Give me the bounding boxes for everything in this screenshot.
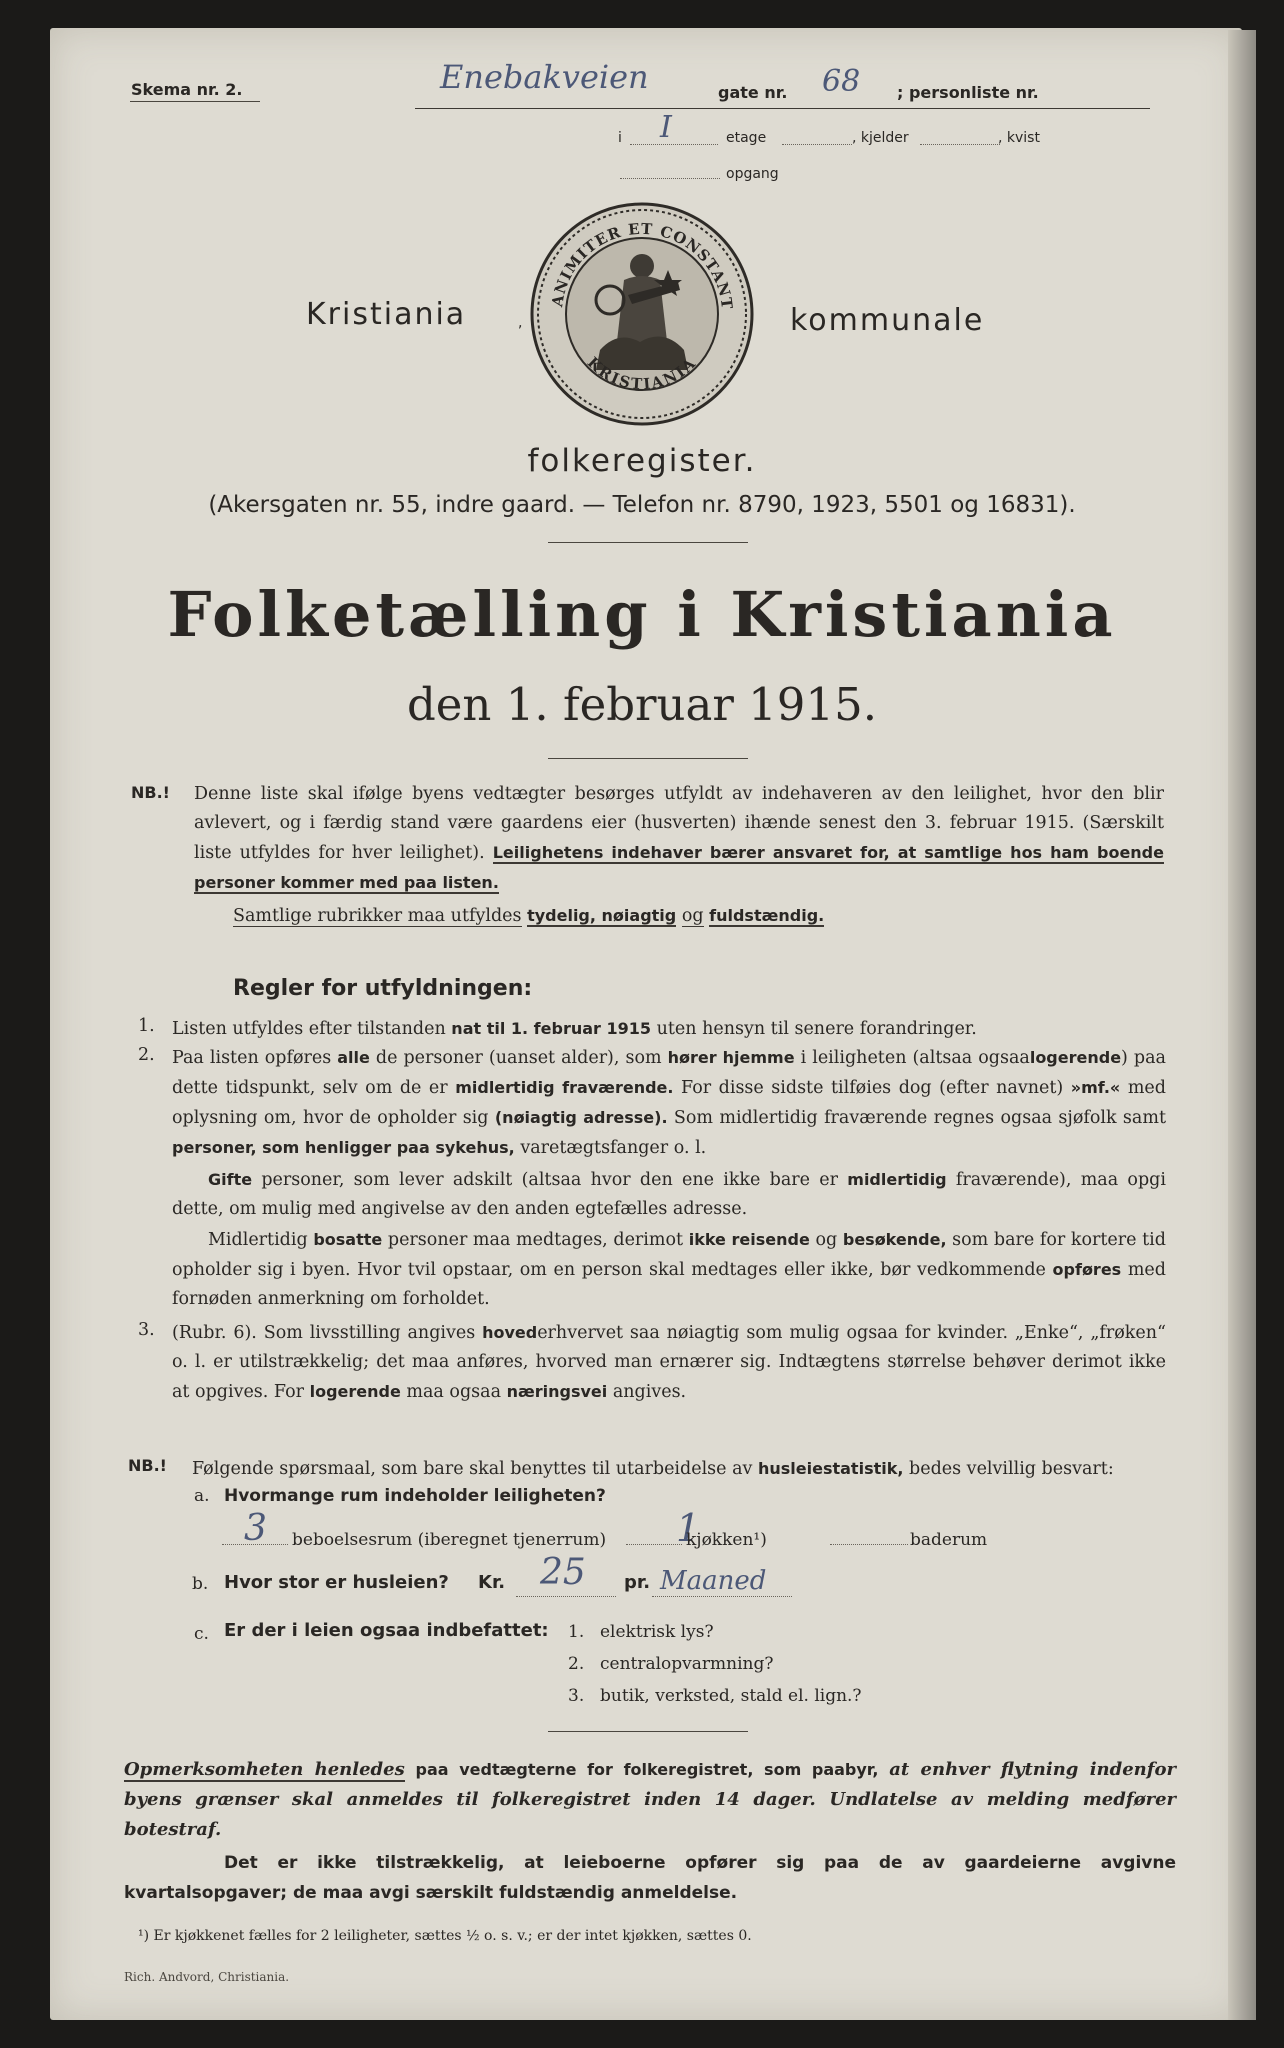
nb2-intro bbox=[192, 1454, 1167, 1484]
rule2-number: 2. bbox=[138, 1045, 155, 1065]
date-title: den 1. februar 1915. bbox=[406, 678, 878, 731]
floor-dotted-line bbox=[630, 128, 718, 145]
quarterly-paragraph: Det er ikke tilstrækkelig, at leieboerne opfører sig paa de av gaardeierne avgivne kvartalsopgaver; de maa avgi særskilt fuldstændig anmeldelse. bbox=[124, 1853, 1176, 1903]
rule2-paragraph3 bbox=[172, 1225, 1166, 1314]
bath-dotted-line bbox=[830, 1534, 908, 1545]
rule1-text bbox=[172, 1014, 1162, 1044]
kitchen-label: kjøkken¹) bbox=[686, 1530, 767, 1550]
rule3-a: (Rubr. 6). Som livsstilling angives bbox=[172, 1323, 476, 1343]
nb2-divider bbox=[548, 1731, 748, 1732]
masthead-kristiania: Kristiania bbox=[306, 297, 467, 332]
nb1-label: NB.! bbox=[131, 783, 170, 802]
rule3-e: maa ogsaa bbox=[406, 1382, 501, 1402]
c3-text: butik, verksted, stald el. lign.? bbox=[600, 1686, 862, 1706]
rule2-paragraph2 bbox=[172, 1165, 1166, 1224]
floor-handwritten: I bbox=[660, 110, 672, 145]
etage-dotted-line bbox=[782, 128, 852, 145]
etage-label: etage bbox=[726, 130, 767, 146]
rule1-a: Listen utfyldes efter tilstanden bbox=[172, 1019, 446, 1039]
rule3-f: næringsvei bbox=[506, 1382, 608, 1401]
seal-bottom-text: KRISTIANIA bbox=[583, 353, 701, 394]
rule2-k: med oplysning om, hvor de opholder sig bbox=[172, 1078, 1166, 1128]
kvist-label: , kvist bbox=[998, 130, 1040, 146]
attention-emphasis: Opmerksomheten henledes bbox=[124, 1759, 405, 1780]
street-name-handwritten: Enebakveien bbox=[440, 58, 649, 96]
attention-paragraph bbox=[124, 1755, 1176, 1845]
masthead-divider bbox=[548, 542, 748, 543]
rule2p3-a: Midlertidig bbox=[208, 1230, 308, 1250]
rule3-text bbox=[172, 1318, 1166, 1407]
floor-prefix: i bbox=[618, 130, 622, 146]
main-title: Folketælling i Kristiania bbox=[167, 578, 1117, 651]
rule2-e: i leiligheten (altsaa ogsaa bbox=[800, 1048, 1030, 1068]
rule1-c: uten hensyn til senere forandringer. bbox=[656, 1019, 977, 1039]
question-c-text: Er der i leien ogsaa indbefattet: bbox=[224, 1620, 549, 1641]
rooms-handwritten: 3 bbox=[244, 1508, 267, 1549]
rule1-b: nat til 1. februar 1915 bbox=[451, 1019, 652, 1038]
seal-top-text: ANIMITER ET CONSTANT bbox=[548, 219, 737, 311]
rule2p2-b: personer, som lever adskilt (altsaa hvor den ene ikke bare er bbox=[261, 1170, 838, 1190]
question-a-label: a. bbox=[194, 1486, 210, 1506]
rule2-o: varetægtsfanger o. l. bbox=[520, 1138, 707, 1158]
rule3-c: erhvervet saa nøiagtig som mulig ogsaa for kvinder. „Enke“, „frøken“ o. l. er utilstrækkelig; det maa anføres, hvorved man ernærer sig. Indtægtens størrelse behøver derimot ikke at opgives. For bbox=[172, 1323, 1166, 1402]
rule2p3-g: som bare for kortere tid opholder sig i byen. Hvor tvil opstaar, om en person skal medtages eller ikke, bør vedkommende bbox=[172, 1230, 1166, 1280]
nb1-line2-c: og bbox=[681, 906, 704, 926]
kjelder-label: , kjelder bbox=[852, 130, 909, 146]
rule2p3-d: ikke reisende bbox=[688, 1230, 810, 1249]
nb1-bold-responsibility: Leilighetens indehaver bærer ansvaret for, at samtlige hos ham boende personer kommer med paa listen. bbox=[194, 843, 1164, 892]
nb1-paragraph bbox=[194, 780, 1164, 898]
masthead-address: (Akersgaten nr. 55, indre gaard. — Telefon nr. 8790, 1923, 5501 og 16831). bbox=[208, 492, 1076, 518]
rule2-c: de personer (uanset alder), som bbox=[375, 1048, 662, 1068]
rule2-a: Paa listen opføres bbox=[172, 1048, 332, 1068]
bath-label: baderum bbox=[910, 1530, 988, 1550]
attention-italic: at enhver flytning indenfor byens grænser skal anmeldes til folkeregistret inden 14 dager. Undlatelse av melding medfører botestraf. bbox=[124, 1759, 1176, 1840]
rule2p3-f: besøkende, bbox=[842, 1230, 947, 1249]
rule3-g: angives. bbox=[612, 1382, 687, 1402]
opgang-label: opgang bbox=[726, 166, 779, 182]
opgang-dotted-line bbox=[620, 162, 720, 179]
schema-number: Skema nr. 2. bbox=[131, 80, 243, 99]
masthead-folkeregister: folkeregister. bbox=[527, 443, 757, 479]
rule2-f: logerende bbox=[1029, 1048, 1122, 1067]
personliste-label: ; personliste nr. bbox=[897, 83, 1039, 102]
masthead-kommunale: kommunale bbox=[790, 303, 985, 338]
nb1-line2 bbox=[233, 901, 1163, 931]
rule2p3-h: opføres bbox=[1052, 1260, 1122, 1279]
nb1-text: Denne liste skal ifølge byens vedtægter besørges utfyldt av indehaveren av den leilighet, hvor den blir avlevert, og i færdig stand være gaardens eier (husverten) ihænde senest den 3. februar 1915. (Særskilt liste utfyldes for hver leilighet). bbox=[194, 784, 1164, 863]
seal-icon bbox=[528, 200, 756, 428]
gate-label: gate nr. bbox=[718, 83, 788, 102]
rule2-d: hører hjemme bbox=[667, 1048, 795, 1067]
rule2-m: Som midlertidig fraværende regnes ogsaa sjøfolk samt bbox=[673, 1108, 1166, 1128]
rule2p3-i: med fornøden anmerkning om forholdet. bbox=[172, 1260, 1166, 1309]
kitchen-handwritten: 1 bbox=[676, 1506, 701, 1550]
c3-number: 3. bbox=[568, 1686, 585, 1706]
nb2-label: NB.! bbox=[128, 1456, 167, 1475]
rule2-h: midlertidig fraværende. bbox=[455, 1078, 674, 1097]
footnote: ¹) Er kjøkkenet fælles for 2 leiligheter, sættes ½ o. s. v.; er der intet kjøkken, sættes 0. bbox=[138, 1928, 752, 1944]
pr-label: pr. bbox=[624, 1572, 651, 1593]
printer-credit: Rich. Andvord, Christiania. bbox=[124, 1970, 290, 1984]
gate-number-handwritten: 68 bbox=[822, 64, 861, 99]
attention-text: paa vedtægterne for folkeregistret, som paabyr, bbox=[415, 1760, 879, 1779]
kjelder-dotted-line bbox=[920, 128, 1000, 145]
schema-underline bbox=[130, 101, 260, 102]
rule2-l: (nøiagtig adresse). bbox=[494, 1108, 668, 1127]
question-b-label: b. bbox=[192, 1574, 209, 1594]
nb2-intro-c: bedes velvillig besvart: bbox=[909, 1459, 1114, 1479]
rule2p2-d: fraværende), maa opgi dette, om mulig med angivelse av den anden egtefælles adresse. bbox=[172, 1170, 1166, 1219]
c1-text: elektrisk lys? bbox=[600, 1622, 714, 1642]
rule3-b: hoved bbox=[482, 1323, 538, 1342]
question-a-text: Hvormange rum indeholder leiligheten? bbox=[224, 1486, 606, 1506]
paper-edge bbox=[1228, 30, 1256, 2020]
rule3-number: 3. bbox=[138, 1320, 155, 1340]
kitchen-dotted-line bbox=[626, 1534, 682, 1545]
nb2-intro-b: husleiestatistik, bbox=[757, 1459, 904, 1478]
rule2p2-c: midlertidig bbox=[847, 1170, 947, 1189]
c2-text: centralopvarmning? bbox=[600, 1654, 774, 1674]
title-divider bbox=[548, 758, 748, 759]
rent-handwritten: 25 bbox=[540, 1552, 586, 1593]
rule2p2-a: Gifte bbox=[208, 1170, 253, 1189]
rule2p3-e: og bbox=[815, 1230, 838, 1250]
rule2-g: ) paa dette tidspunkt, selv om de er bbox=[172, 1048, 1166, 1098]
rule2p3-c: personer maa medtages, derimot bbox=[387, 1230, 684, 1250]
rule2-text bbox=[172, 1043, 1166, 1163]
rule2-i: For disse sidste tilføies dog (efter navnet) bbox=[681, 1078, 1064, 1098]
period-handwritten: Maaned bbox=[660, 1566, 767, 1596]
rule2p3-b: bosatte bbox=[313, 1230, 383, 1249]
rooms-label: beboelsesrum (iberegnet tjenerrum) bbox=[292, 1530, 607, 1550]
rule3-d: logerende bbox=[309, 1382, 401, 1401]
nb1-line2-d: fuldstændig. bbox=[709, 906, 825, 925]
rules-heading: Regler for utfyldningen: bbox=[233, 976, 533, 1001]
city-seal bbox=[528, 200, 756, 428]
nb1-line2-b: tydelig, nøiagtig bbox=[527, 906, 677, 925]
rule2-n: personer, som henligger paa sykehus, bbox=[172, 1138, 515, 1157]
masthead-comma: , bbox=[518, 315, 523, 331]
c2-number: 2. bbox=[568, 1654, 585, 1674]
nb2-intro-a: Følgende spørsmaal, som bare skal benyttes til utarbeidelse av bbox=[192, 1459, 753, 1479]
c1-number: 1. bbox=[568, 1622, 585, 1642]
rule1-number: 1. bbox=[138, 1016, 155, 1036]
question-c-label: c. bbox=[194, 1624, 209, 1644]
question-b-text: Hvor stor er husleien? bbox=[224, 1572, 449, 1593]
rule2-b: alle bbox=[337, 1048, 370, 1067]
rule2-j: »mf.« bbox=[1070, 1078, 1121, 1097]
kr-label: Kr. bbox=[478, 1572, 506, 1593]
nb1-line2-a: Samtlige rubrikker maa utfyldes bbox=[233, 906, 522, 926]
